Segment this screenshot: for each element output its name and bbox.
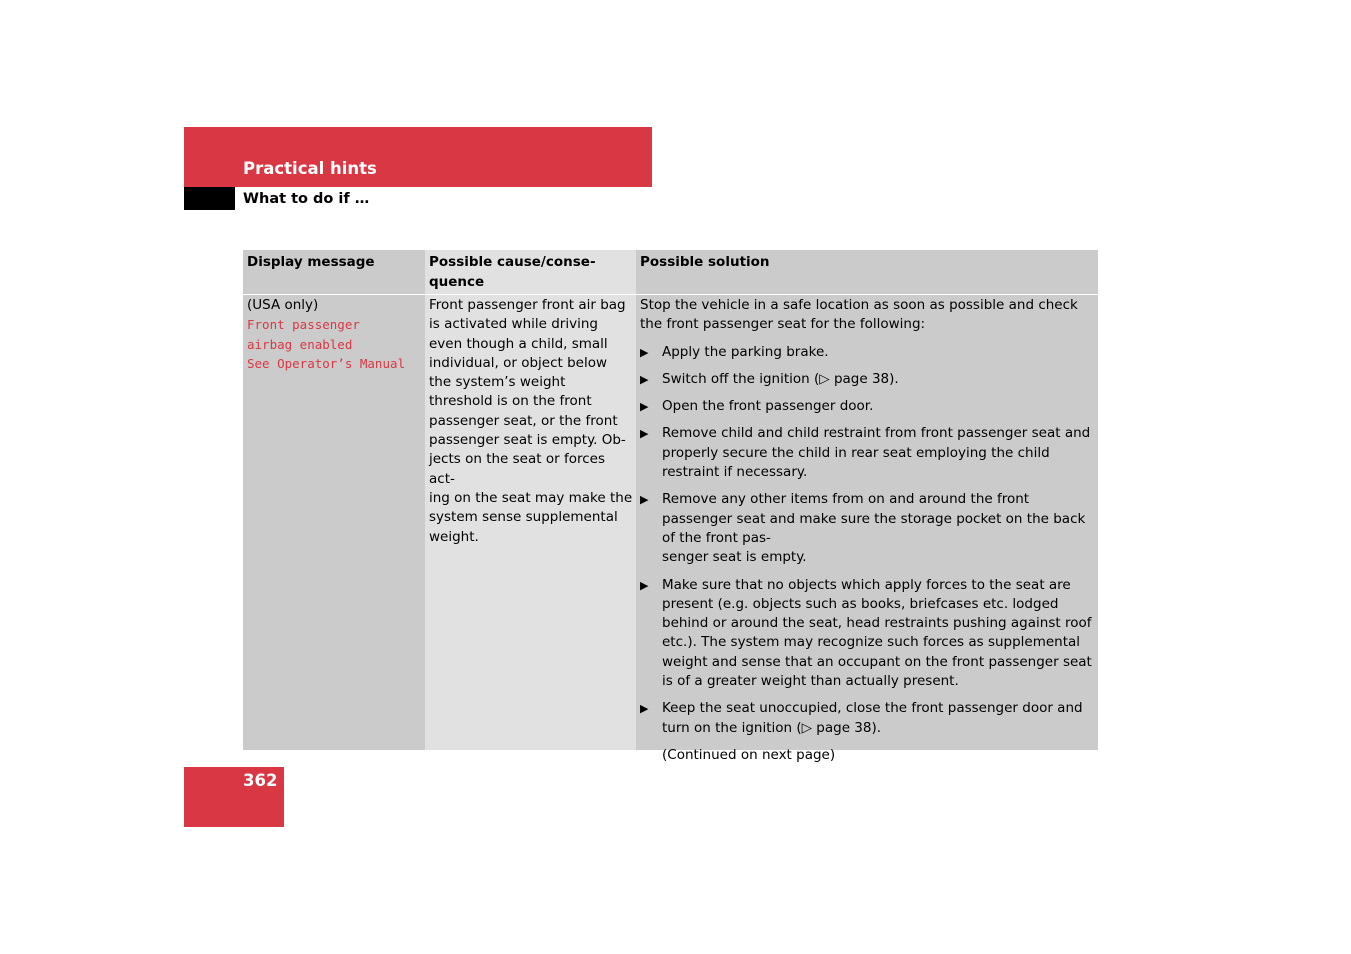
header-band — [184, 127, 652, 187]
triangle-right-icon: ▶ — [640, 400, 649, 414]
display-message-line: Front passenger — [247, 317, 360, 333]
subsection-title: What to do if … — [243, 191, 370, 207]
display-message-cell — [247, 296, 422, 373]
solution-column — [636, 250, 1098, 763]
header-divider — [425, 294, 636, 295]
solution-cell — [640, 296, 1095, 765]
region-note: (USA only) — [247, 297, 319, 313]
cause-cell — [429, 296, 633, 547]
triangle-right-icon: ▶ — [640, 345, 649, 359]
triangle-right-icon: ▶ — [640, 702, 649, 716]
triangle-right-icon: ▶ — [640, 493, 649, 507]
cause-column — [425, 250, 636, 750]
triangle-right-icon: ▶ — [640, 372, 649, 386]
triangle-right-icon: ▶ — [640, 578, 649, 592]
section-title: Practical hints — [243, 159, 377, 178]
solution-step: ▶ Open the front passenger door. — [640, 397, 1095, 416]
triangle-right-icon: ▶ — [640, 427, 649, 441]
column-header-cause: Possible cause/conse- quence — [429, 254, 596, 290]
solution-step: ▶ Switch off the ignition (▷ page 38). — [640, 370, 1095, 389]
display-message-line: See Operator’s Manual — [247, 355, 406, 371]
header-divider — [636, 294, 1098, 295]
solution-step: ▶ Make sure that no objects which apply forces to the seat are present (e.g. objects such as books, briefcases etc. lodged behind or around the seat, head restraints pushing against roof etc.). The system may recognize such forces as supplemental weight and sense that an occupant on the front passenger seat is of a greater weight than actually present. — [640, 576, 1092, 690]
column-header-solution: Possible solution — [640, 254, 770, 270]
cause-text: Front passenger front air bag is activated while driving even though a child, small individual, or object below the system’s weight threshold is on the front passenger seat, or the front passenger seat is empty. Ob- jects on the seat or forces act- ing on the seat may make the system sense supplemental weight. — [429, 297, 633, 545]
solution-step: ▶ Apply the parking brake. — [640, 343, 1095, 362]
troubleshooting-table — [243, 250, 1098, 763]
display-message-line: airbag enabled — [247, 336, 353, 352]
header-divider — [243, 294, 425, 295]
column-header-display-message: Display message — [247, 254, 375, 270]
solution-step: ▶ Keep the seat unoccupied, close the front passenger door and turn on the ignition (▷ page 38). — [640, 700, 1083, 736]
solution-intro: Stop the vehicle in a safe location as soon as possible and check the front passenger seat for the following: — [640, 297, 1078, 333]
page-number: 362 — [243, 771, 278, 790]
display-message-column — [243, 250, 425, 750]
solution-step: ▶ Remove child and child restraint from front passenger seat and properly secure the child in rear seat employing the child restraint if necessary. — [640, 425, 1091, 481]
section-marker — [184, 187, 235, 210]
solution-step: ▶ Remove any other items from on and around the front passenger seat and make sure the storage pocket on the back of the front pas- senger seat is empty. — [640, 491, 1086, 566]
continued-note: (Continued on next page) — [662, 746, 836, 763]
